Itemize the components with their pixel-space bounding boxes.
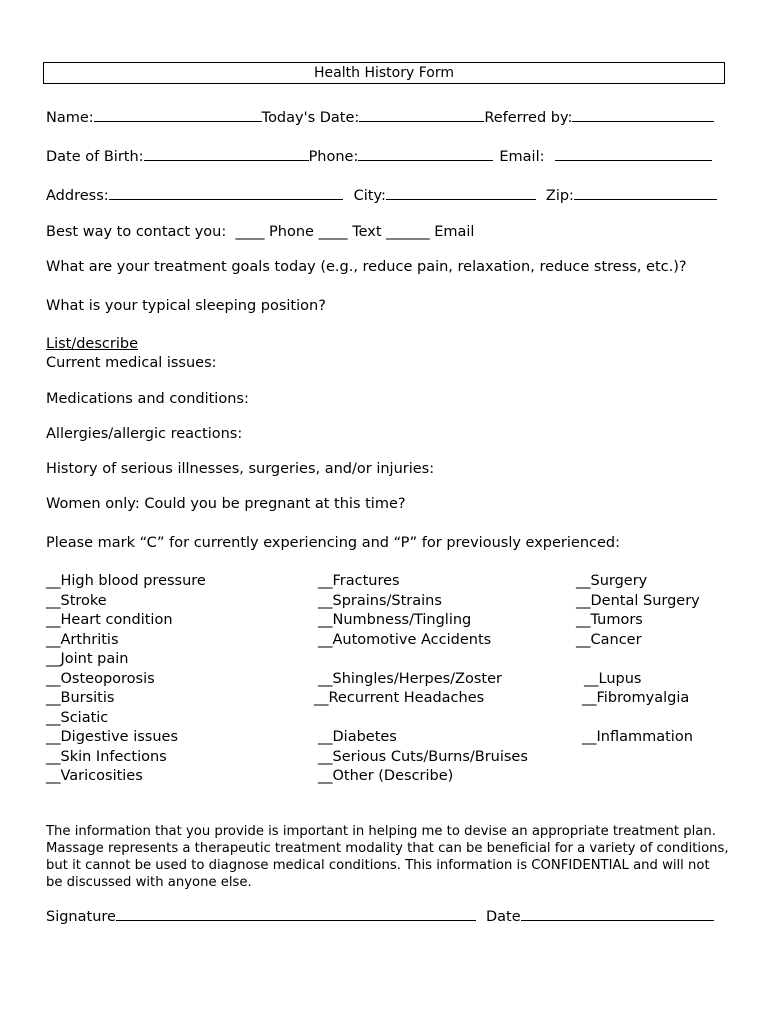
condition-item[interactable]: __Surgery (576, 573, 648, 589)
condition-item[interactable]: __Fibromyalgia (582, 690, 690, 706)
condition-item[interactable]: __Serious Cuts/Burns/Bruises (318, 748, 528, 765)
address-row (46, 185, 717, 204)
referred-by-label: Referred by: (484, 110, 573, 126)
date-field[interactable] (521, 906, 714, 921)
contact-label: Best way to contact you: (46, 224, 227, 240)
phone-label: Phone: (308, 149, 359, 165)
referred-by-field[interactable] (572, 107, 714, 122)
goals-question: What are your treatment goals today (e.g., reduce pain, relaxation, reduce stress, etc.)? (46, 259, 687, 275)
date-label: Date (485, 909, 521, 925)
pregnant-question: Women only: Could you be pregnant at this time? (46, 496, 406, 512)
form-title: Health History Form (43, 62, 725, 84)
condition-spacer (576, 709, 700, 729)
contact-text-option: Text (352, 224, 382, 240)
city-field[interactable] (386, 185, 536, 200)
conditions-column-2 (314, 572, 528, 787)
condition-item[interactable]: __Diabetes (318, 729, 397, 745)
signature-field[interactable] (116, 906, 476, 921)
contact-email-blank[interactable]: ______ (386, 224, 430, 240)
current-medical-label: Current medical issues: (46, 355, 217, 371)
condition-item[interactable]: __Cancer (576, 631, 642, 648)
phone-field[interactable] (358, 146, 493, 161)
address-label: Address: (46, 188, 109, 204)
condition-item[interactable]: __Dental Surgery (576, 592, 700, 609)
condition-item[interactable]: __Bursitis (46, 690, 115, 706)
sleep-question: What is your typical sleeping position? (46, 298, 326, 314)
signature-row (46, 906, 714, 925)
name-row (46, 107, 714, 126)
condition-item[interactable]: __Numbness/Tingling (318, 612, 472, 628)
condition-item[interactable]: __Stroke (46, 592, 107, 609)
city-label: City: (353, 188, 386, 204)
email-label: Email: (499, 149, 545, 165)
conditions-column-3 (576, 572, 700, 787)
condition-item[interactable]: __Sprains/Strains (318, 592, 442, 609)
history-label: History of serious illnesses, surgeries, and/or injuries: (46, 461, 435, 477)
conditions-column-1 (46, 572, 206, 787)
condition-item[interactable]: __Other (Describe) (318, 768, 454, 784)
condition-item[interactable]: __Lupus (584, 670, 642, 687)
contact-email-option: Email (434, 224, 475, 240)
name-field[interactable] (94, 107, 262, 122)
contact-text-blank[interactable]: ____ (318, 224, 348, 240)
condition-item[interactable]: __Osteoporosis (46, 670, 155, 687)
condition-spacer (318, 650, 528, 670)
condition-item[interactable]: __Shingles/Herpes/Zoster (318, 670, 502, 687)
dob-label: Date of Birth: (46, 149, 144, 165)
condition-spacer (576, 748, 700, 768)
signature-label: Signature (46, 909, 116, 925)
condition-spacer (576, 767, 700, 787)
condition-item[interactable]: __Heart condition (46, 612, 173, 628)
condition-item[interactable]: __Sciatic (46, 709, 109, 726)
list-describe-heading: List/describe (46, 336, 138, 352)
contact-row (46, 224, 474, 240)
condition-item[interactable]: __Tumors (576, 612, 643, 628)
condition-item[interactable]: __Skin Infections (46, 748, 167, 765)
medications-label: Medications and conditions: (46, 391, 249, 407)
todays-date-label: Today's Date: (261, 110, 360, 126)
todays-date-field[interactable] (359, 107, 484, 122)
dob-row (46, 146, 712, 165)
condition-item[interactable]: __Digestive issues (46, 729, 179, 745)
zip-field[interactable] (574, 185, 717, 200)
condition-item[interactable]: __Inflammation (582, 729, 693, 745)
condition-item[interactable]: __High blood pressure (46, 573, 206, 589)
email-field[interactable] (555, 146, 712, 161)
confidentiality-notice: The information that you provide is important in helping me to devise an appropriate treatment plan. Massage represents a therapeutic treatment modality that can be beneficial for a variety of conditions, but it cannot be used to diagnose medical conditions. This information is CONFIDENTIAL and will not be discussed with anyone else. (46, 824, 729, 890)
allergies-label: Allergies/allergic reactions: (46, 426, 243, 442)
condition-item[interactable]: __Varicosities (46, 768, 143, 784)
condition-item[interactable]: __Fractures (318, 573, 400, 589)
condition-spacer (318, 709, 528, 729)
address-field[interactable] (109, 185, 343, 200)
condition-item[interactable]: __Joint pain (46, 651, 129, 667)
mark-instructions: Please mark “C” for currently experiencing and “P” for previously experienced: (46, 535, 621, 551)
condition-spacer (576, 650, 700, 670)
condition-item[interactable]: __Recurrent Headaches (314, 690, 485, 706)
contact-phone-option: Phone (269, 224, 314, 240)
condition-item[interactable]: __Arthritis (46, 631, 119, 648)
dob-field[interactable] (144, 146, 309, 161)
name-label: Name: (46, 110, 94, 126)
zip-label: Zip: (545, 188, 574, 204)
contact-phone-blank[interactable]: ____ (235, 224, 265, 240)
condition-item[interactable]: __Automotive Accidents (318, 631, 492, 648)
